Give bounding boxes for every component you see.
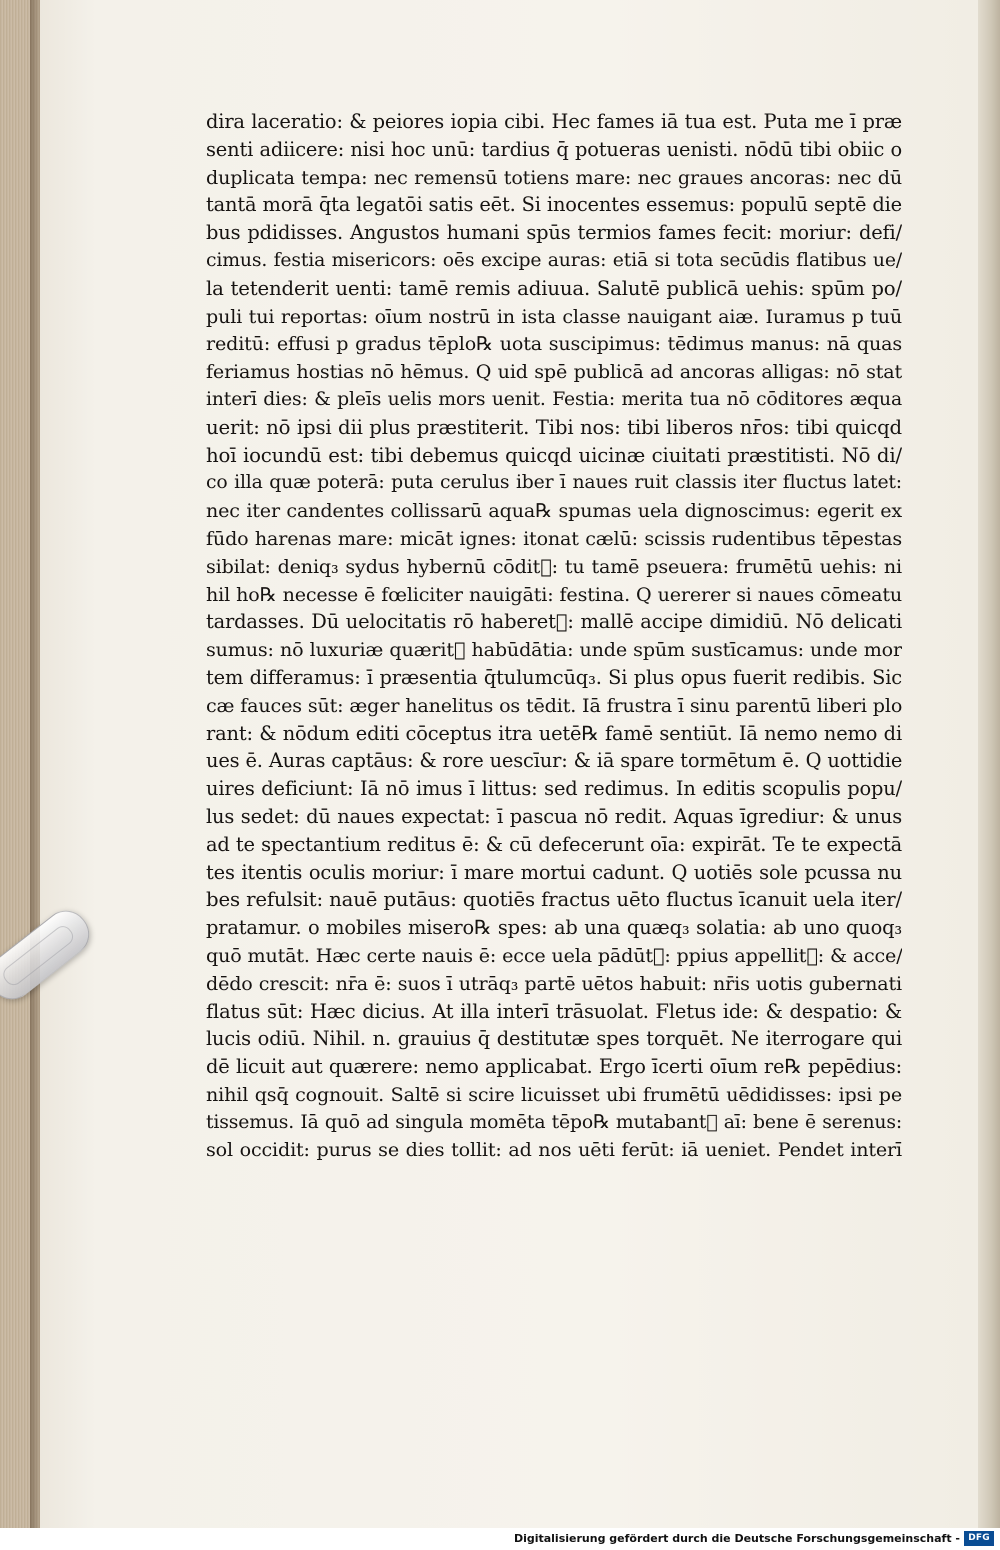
right-page-edge [978,0,1000,1528]
text-line: flatus sūt: Hæc dicius. At illa interī trāsuolat. Fletus ide: & despatio: & [206,999,902,1023]
text-line: dira laceratio: & peiores iopia cibi. Hec fames iā tua est. Puta me ī præ [206,110,902,133]
text-line: lus sedet: dū naues expectat: ī pascua nō redit. Aquas īgrediur: & unus [206,804,902,828]
digitization-credit: Digitalisierung gefördert durch die Deutsche Forschungsgemeinschaft - [513,1532,960,1545]
footer-credit-bar [0,1528,1000,1550]
text-line: reditū: effusi p gradus tēplo℞ uota suscipimus: tēdimus manus: nā quas [206,332,902,356]
text-line: nec iter candentes collissarū aqua℞ spumas uela dignoscimus: egerit ex [206,499,902,523]
text-line: hoī iocundū est: tibi debemus quicqd uicinæ ciuitati præstitisti. Nō di/ [206,443,902,467]
text-line: rant: & nōdum editi cōceptus itra uetē℞ famē sentiūt. Iā nemo nemo di [206,721,902,745]
text-line: nihil qsq̄ cognouit. Saltē si scire licuisset ubi frumētū uēdidisses: ipsi pe [206,1082,902,1106]
text-line: uires deficiunt: Iā nō imus ī littus: sed redimus. In editis scopulis popu/ [206,777,902,801]
text-line: tem differamus: ī præsentia q̄tulumcūq₃. Si plus opus fuerit redibis. Sic [206,665,902,689]
text-line: tes itentis oculis moriur: ī mare mortui cadunt. Q uotiēs sole pcussa nu [206,860,902,884]
text-line: la tetenderit uenti: tamē remis adiuua. Salutē publicā uehis: spūm po/ [206,276,902,300]
text-line: ues ē. Auras captāus: & rore uescīur: & iā spare tormētum ē. Q uottidie [206,749,902,773]
latin-text-block [206,108,902,1164]
text-line: ad te spectantium reditus ē: & cū defecerunt oīa: expirāt. Te te expectā [206,832,902,856]
text-line: sibilat: deniq₃ sydus hybernū cōdit᷑: tu tamē pseuera: frumētū uehis: ni [206,554,902,578]
text-line: duplicata tempa: nec remensū totiens mare: nec graues ancoras: nec dū [206,165,902,189]
text-line: sumus: nō luxuriæ quærit᷑ habūdātia: unde spūm sustīcamus: unde mor [206,638,902,662]
text-line: dēdo crescit: nr̄a ē: suos ī utrāq₃ partē uētos habuit: nr̄is uotis gubernati [206,971,902,995]
text-line: tissemus. Iā quō ad singula momēta tēpo℞ mutabant᷑ aī: bene ē serenus: [206,1111,902,1133]
text-line: uerit: nō ipsi dii plus præstiterit. Tibi nos: tibi liberos nr̄os: tibi quicqd [206,415,902,439]
text-line: senti adiicere: nisi hoc unū: tardius q̄ potueras uenisti. nōdū tibi obiic o [206,137,902,161]
text-line: tantā morā q̄ta legatōi satis eēt. Si inocentes essemus: populū septē die [206,193,902,217]
text-line: cæ fauces sūt: æger hanelitus os tēdit. Iā frustra ī sinu parentū liberi plo [206,693,902,717]
text-line: feriamus hostias nō hēmus. Q uid spē publicā ad ancoras alligas: nō stat [206,360,902,384]
text-line: puli tui reportas: oīum nostrū in ista classe nauigant aiæ. Iuramus p tuū [206,304,902,328]
text-line: hil ho℞ necesse ē fœliciter nauigāti: festina. Q uererer si naues cōmeatu [206,582,902,606]
text-line: lucis odiū. Nihil. n. grauius q̄ destitutæ spes torquēt. Ne iterrogare qui [206,1027,902,1051]
text-line: tardasses. Dū uelocitatis rō haberet᷑: mallē accipe dimidiū. Nō delicati [206,610,902,634]
text-line: cimus. festia misericors: oēs excipe auras: etiā si tota secūdis flatibus ue/ [206,249,902,271]
dfg-logo-icon: DFG [964,1531,994,1546]
text-line: fūdo harenas mare: micāt ignes: itonat cælū: scissis rudentibus tēpestas [206,526,902,550]
text-line: interī dies: & pleīs uelis mors uenit. Festia: merita tua nō cōditores æqua [206,388,902,410]
text-line: sol occidit: purus se dies tollit: ad nos uēti ferūt: iā ueniet. Pendet interī [206,1138,902,1162]
text-line: pratamur. o mobiles misero℞ spes: ab una quæq₃ solatia: ab uno quoq₃ [206,916,902,940]
text-line: co illa quæ poterā: puta cerulus iber ī naues ruit classis iter fluctus latet: [206,472,902,494]
text-line: quō mutāt. Hæc certe nauis ē: ecce uela pādūt᷑: ppius appellit᷑: & acce/ [206,943,902,967]
text-line: dē licuit aut quærere: nemo applicabat. Ergo īcerti oīum re℞ pepēdius: [206,1055,902,1079]
text-line: bus pdidisses. Angustos humani spūs termios fames fecit: moriur: defi/ [206,221,902,245]
text-line: bes refulsit: nauē putāus: quotiēs fractus uēto fluctus īcanuit uela iter/ [206,888,902,912]
